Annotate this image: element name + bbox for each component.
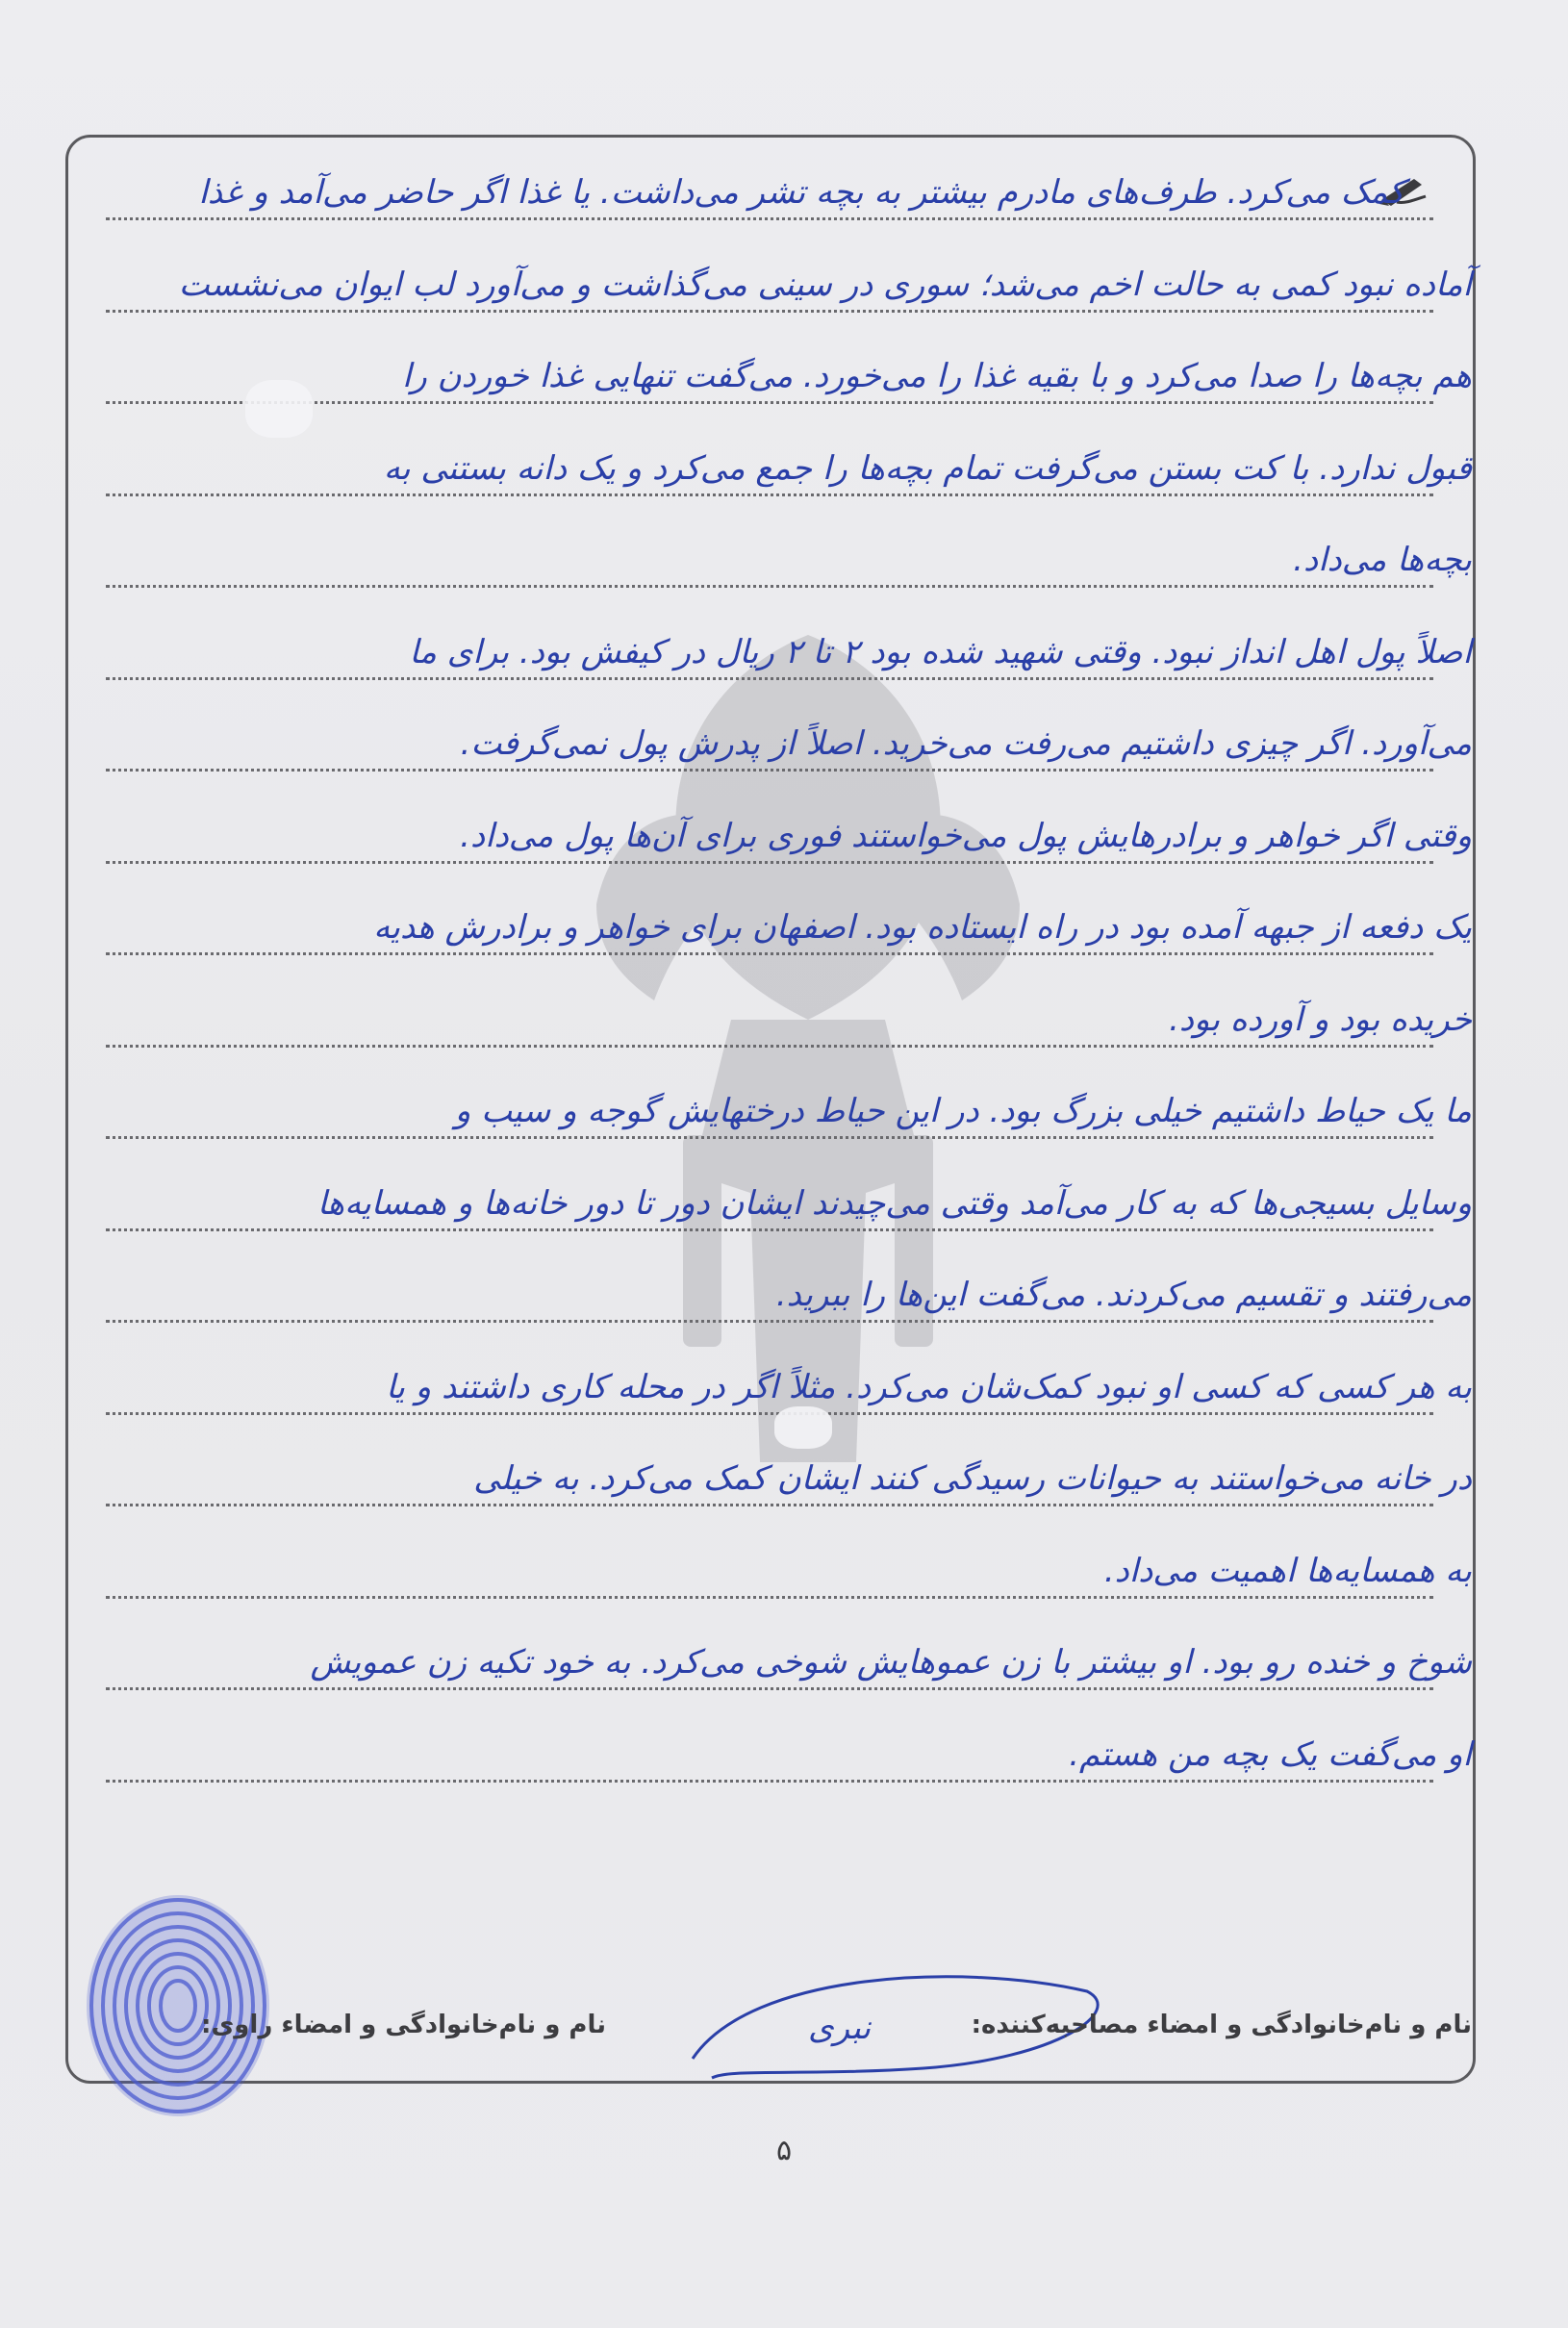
ruled-line (106, 493, 1433, 496)
handwritten-line: یک دفعه از جبهه آمده بود در راه ایستاده بود. اصفهان برای خواهر و برادرش هدیه (373, 908, 1472, 947)
handwritten-line: به همسایه‌ها اهمیت می‌داد. (1103, 1551, 1472, 1590)
handwritten-line: شوخ و خنده رو بود. او بیشتر با زن عموهایش شوخی می‌کرد. به خود تکیه زن عمویش (310, 1643, 1472, 1682)
signature-footer (106, 2011, 1472, 2059)
handwritten-line: آماده نبود کمی به حالت اخم می‌شد؛ سوری در سینی می‌گذاشت و می‌آورد لب ایوان می‌نشست (178, 265, 1472, 304)
handwritten-line: او می‌گفت یک بچه من هستم. (1069, 1734, 1472, 1774)
ruled-line (106, 952, 1433, 955)
handwritten-line: کمک می‌کرد. طرف‌های مادرم بیشتر به بچه تشر می‌داشت. یا غذا اگر حاضر می‌آمد و غذا (198, 173, 1404, 212)
page-number: ۵ (775, 2134, 793, 2167)
handwritten-line: هم بچه‌ها را صدا می‌کرد و با بقیه غذا را می‌خورد. می‌گفت تنهایی غذا خوردن را (401, 357, 1472, 395)
ruled-line (106, 1504, 1433, 1506)
handwritten-line: در خانه می‌خواستند به حیوانات رسیدگی کنند ایشان کمک می‌کرد. به خیلی (473, 1459, 1472, 1498)
ruled-line (106, 310, 1433, 313)
handwritten-line: می‌آورد. اگر چیزی داشتیم می‌رفت می‌خرید. اصلاً از پدرش پول نمی‌گرفت. (460, 724, 1472, 763)
ruled-line (106, 585, 1433, 588)
ruled-line (106, 1320, 1433, 1323)
interviewer-signature-label: نام و نام‌خانوادگی و امضاء مصاحبه‌کننده: (971, 2011, 1472, 2039)
correction-smudge (245, 380, 313, 438)
handwritten-line: بچه‌ها می‌داد. (1293, 541, 1472, 579)
narrator-signature-label: نام و نام‌خانوادگی و امضاء راوی: (201, 2011, 606, 2039)
ruled-line (106, 677, 1433, 680)
handwritten-line: وسایل بسیجی‌ها که به کار می‌آمد وقتی می‌چیدند ایشان دور تا دور خانه‌ها و همسایه‌ها (316, 1183, 1472, 1223)
handwritten-line: قبول ندارد. با کت بستن می‌گرفت تمام بچه‌ها را جمع می‌کرد و یک دانه بستنی به (383, 448, 1472, 488)
ruled-line (106, 861, 1433, 864)
ruled-line (106, 769, 1433, 772)
ruled-line (106, 1412, 1433, 1415)
handwritten-line: می‌رفتند و تقسیم می‌کردند. می‌گفت این‌ها را ببرید. (775, 1276, 1472, 1314)
handwritten-line: خریده بود و آورده بود. (1169, 1000, 1472, 1039)
ruled-line (106, 1228, 1433, 1231)
ruled-line (106, 1045, 1433, 1048)
handwritten-line: به هر کسی که کسی او نبود کمک‌شان می‌کرد. مثلاً اگر در محله کاری داشتند و یا (386, 1367, 1472, 1406)
ruled-line (106, 1780, 1433, 1783)
handwritten-line: وقتی اگر خواهر و برادرهایش پول می‌خواستند فوری برای آن‌ها پول می‌داد. (460, 816, 1472, 855)
handwritten-line: اصلاً پول اهل انداز نبود. وقتی شهید شده بود ۲ تا ۲ ریال در کیفش بود. برای ما (409, 632, 1472, 671)
correction-smudge (774, 1406, 832, 1449)
ruled-line (106, 1136, 1433, 1139)
interviewer-signature: نبری (808, 2009, 872, 2047)
ruled-line (106, 217, 1433, 220)
handwritten-line: ما یک حیاط داشتیم خیلی بزرگ بود. در این حیاط درختهایش گوجه و سیب و (454, 1092, 1472, 1130)
ruled-line (106, 1687, 1433, 1690)
fingerprint-mark (77, 1885, 279, 2126)
ruled-line (106, 1596, 1433, 1599)
